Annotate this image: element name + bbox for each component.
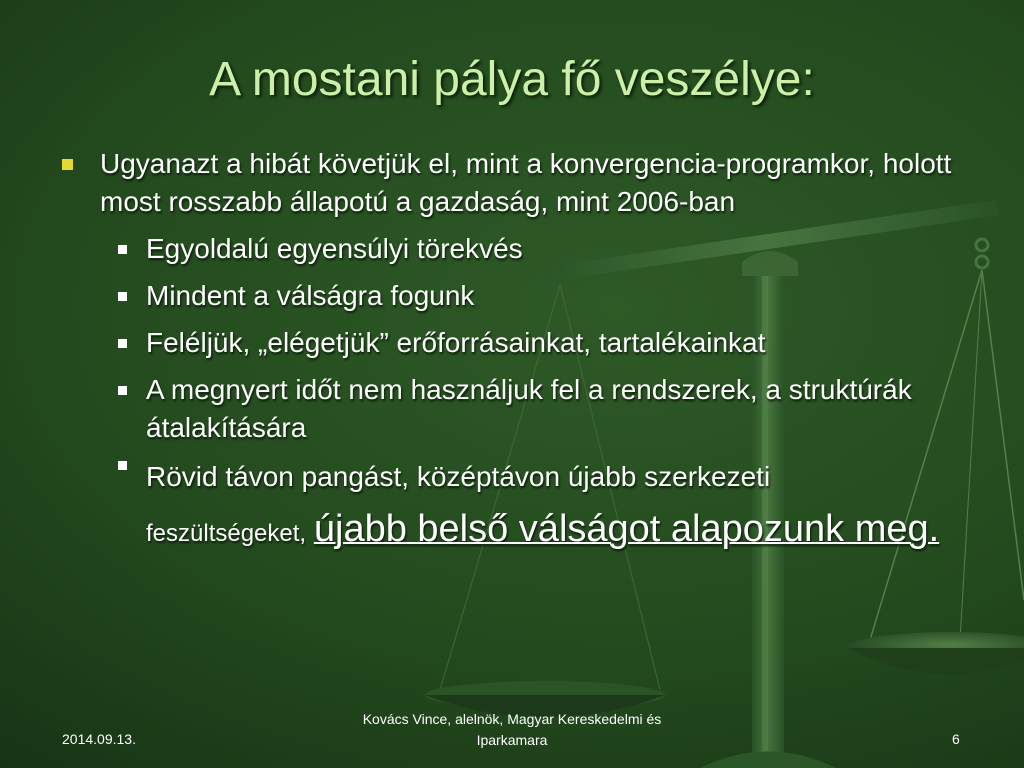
slide-content	[62, 145, 962, 560]
square-bullet-icon	[118, 292, 127, 301]
sub-bullet-text: A megnyert időt nem használjuk fel a rendszerek, a struktúrák átalakítására	[146, 374, 912, 443]
square-bullet-icon	[118, 386, 127, 395]
sub-bullet-item	[62, 230, 962, 268]
sub-bullet-text: Egyoldalú egyensúlyi törekvés	[146, 233, 523, 264]
square-bullet-icon	[62, 159, 73, 170]
square-bullet-icon	[118, 461, 127, 470]
sub-bullet-item	[62, 324, 962, 362]
slide-number: 6	[952, 731, 960, 747]
sub-bullet-text-small: feszültségeket,	[146, 520, 307, 547]
sub-bullet-item	[62, 451, 962, 560]
sub-bullet-list	[62, 230, 962, 560]
sub-bullet-text: Rövid távon pangást, középtávon újabb szerkezeti	[146, 461, 771, 492]
sub-bullet-item	[62, 371, 962, 447]
main-bullet-item	[62, 145, 962, 221]
square-bullet-icon	[118, 339, 127, 348]
square-bullet-icon	[118, 245, 127, 254]
emphasized-conclusion: újabb belső válságot alapozunk meg.	[313, 508, 940, 550]
sub-bullet-text: Feléljük, „elégetjük” erőforrásainkat, tartalékainkat	[146, 327, 766, 358]
sub-bullet-item	[62, 277, 962, 315]
footer-author: Kovács Vince, alelnök, Magyar Kereskedelmi és Iparkamara	[362, 711, 662, 748]
main-bullet-text: Ugyanazt a hibát követjük el, mint a konvergencia-programkor, holott most rosszabb állapotú a gazdaság, mint 2006-ban	[100, 148, 952, 217]
footer-date: 2014.09.13.	[62, 731, 136, 747]
slide-title: A mostani pálya fő veszélye:	[209, 53, 815, 106]
sub-bullet-text: Mindent a válságra fogunk	[146, 280, 475, 311]
